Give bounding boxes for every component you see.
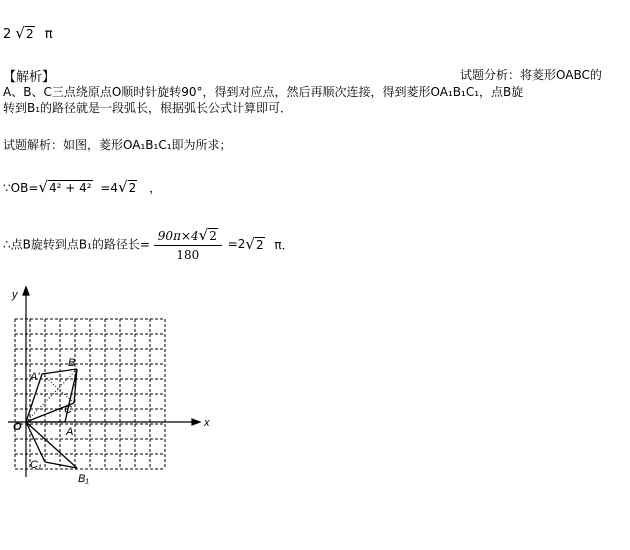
path-line xyxy=(3,226,294,262)
answer-coef: 2 xyxy=(3,27,12,42)
x-axis-arrow xyxy=(192,419,200,425)
y-axis-arrow xyxy=(23,287,29,295)
solution-intro-text: 试题解析：如图，菱形 xyxy=(3,138,124,152)
origin-label: O xyxy=(13,421,22,433)
path-end: π． xyxy=(274,237,294,252)
fraction-numerator: 90π×4√2 xyxy=(154,226,222,246)
path-fraction xyxy=(154,226,222,262)
label-b: B xyxy=(68,357,76,369)
label-a: A xyxy=(66,426,74,438)
solution-intro xyxy=(3,136,232,153)
label-a1: A' xyxy=(30,371,40,383)
x-axis-label: x xyxy=(204,417,210,429)
label-c: C xyxy=(64,404,72,416)
y-axis-label: y xyxy=(12,289,18,301)
solution-intro-end: 即为所求； xyxy=(171,138,232,152)
answer-line xyxy=(3,24,53,42)
analysis-tag: 【解析】 xyxy=(3,70,56,85)
analysis-lead: 试题分析：将菱形OABC的 xyxy=(460,68,602,82)
path-prefix: ∴点B旋转到点B₁的路径长= xyxy=(3,237,150,252)
ob-radicand: 4² + 4² xyxy=(48,181,92,195)
ob-eq: =4 xyxy=(100,181,119,195)
label-c1: C₁ xyxy=(30,459,42,471)
ob-line xyxy=(3,178,161,196)
label-b1: B₁ xyxy=(78,473,89,485)
analysis-line2: 转到B₁的路径就是一段弧长，根据弧长公式计算即可． xyxy=(3,101,293,115)
answer-sqrt: √2 xyxy=(15,24,34,42)
ob-prefix: ∵OB= xyxy=(3,181,39,195)
ob-root: √2 xyxy=(118,178,137,196)
ob-sqrt: √4² + 4² xyxy=(38,178,92,196)
answer-radicand: 2 xyxy=(25,27,34,41)
analysis-line1: A、B、C三点绕原点O顺时针旋转90°，得到对应点，然后再顺次连接，得到菱形OA₁B₁C₁，点B旋 xyxy=(3,85,524,99)
fraction-denominator: 180 xyxy=(176,248,200,262)
path-root: √2 xyxy=(245,235,264,253)
answer-pi: π xyxy=(44,27,53,42)
ob-end: ， xyxy=(149,181,162,195)
rhombus-name: OA₁B₁C₁ xyxy=(123,138,172,152)
path-eq: =2 xyxy=(227,237,246,251)
rotation-figure xyxy=(0,282,220,492)
